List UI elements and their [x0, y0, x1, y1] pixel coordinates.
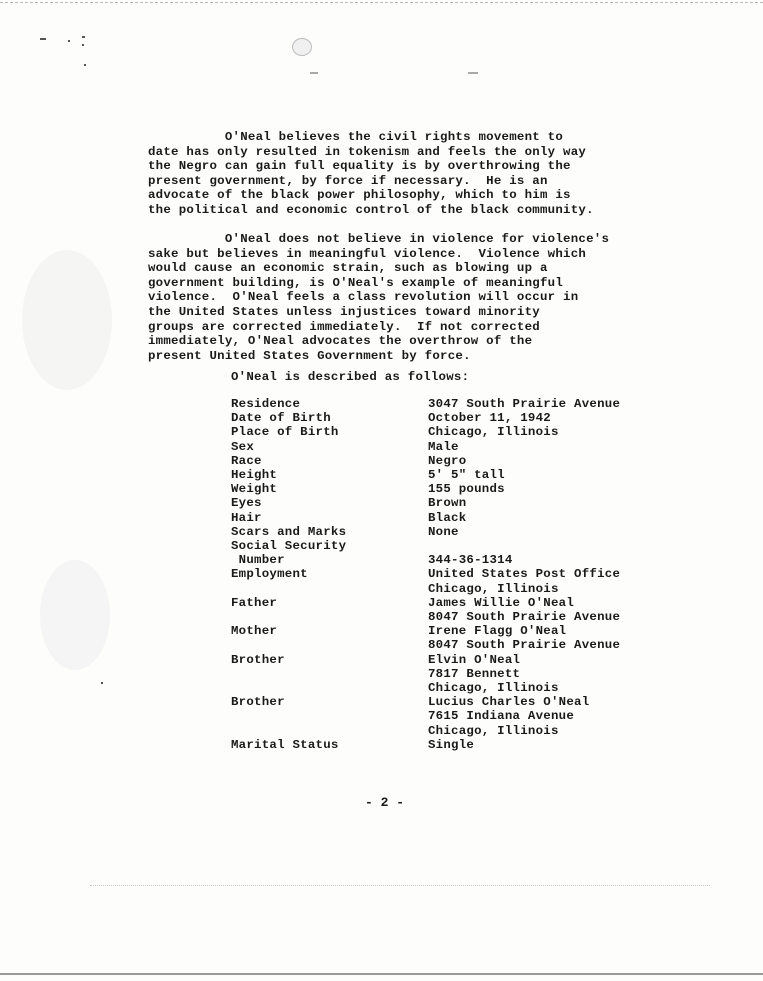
- description-value-line: Male: [428, 439, 459, 454]
- description-value-line: Chicago, Illinois: [428, 581, 559, 596]
- description-intro: O'Neal is described as follows:: [231, 370, 470, 384]
- description-value: [428, 567, 671, 595]
- description-value-line: Chicago, Illinois: [428, 723, 559, 738]
- description-label: Height: [231, 468, 278, 483]
- description-label: Date of Birth: [231, 411, 331, 426]
- description-value-line: 7615 Indiana Avenue: [428, 709, 575, 724]
- description-value: [428, 482, 671, 496]
- description-row: [231, 397, 671, 411]
- description-value-line: 7817 Bennett: [428, 666, 521, 681]
- description-value-line: Lucius Charles O'Neal: [428, 695, 590, 710]
- bottom-dotted-line: [90, 885, 710, 886]
- description-value: [428, 653, 671, 696]
- description-row: [231, 653, 671, 696]
- description-row: [231, 624, 671, 652]
- description-value-line: None: [428, 524, 459, 539]
- top-edge-border: [0, 2, 763, 3]
- description-value: [428, 738, 671, 752]
- description-value: [428, 511, 671, 525]
- description-value: [428, 468, 671, 482]
- description-label: Brother: [231, 652, 285, 667]
- description-value: [428, 425, 671, 439]
- description-row: [231, 539, 671, 567]
- scan-speck: [68, 40, 70, 42]
- description-value-line: 8047 South Prairie Avenue: [428, 610, 621, 625]
- description-value-line: Chicago, Illinois: [428, 681, 559, 696]
- description-label: Brother: [231, 695, 285, 710]
- description-value: [428, 411, 671, 425]
- description-row: [231, 440, 671, 454]
- description-row: [231, 425, 671, 439]
- description-value-line: 3047 South Prairie Avenue: [428, 397, 621, 411]
- description-row: [231, 468, 671, 482]
- description-label: Sex: [231, 439, 255, 454]
- scan-smudge: [22, 250, 112, 390]
- scan-smudge: [40, 560, 110, 670]
- description-label: Weight: [231, 482, 278, 497]
- description-value: [428, 525, 671, 539]
- description-row: [231, 695, 671, 738]
- description-label: Marital Status: [231, 737, 339, 752]
- description-value-line: 5' 5" tall: [428, 468, 505, 483]
- scan-speck: [82, 44, 84, 46]
- scan-speck: [84, 64, 86, 66]
- binder-hole-mark: [292, 38, 312, 56]
- description-row: [231, 411, 671, 425]
- description-value-line: 8047 South Prairie Avenue: [428, 638, 621, 653]
- description-label: Father: [231, 595, 278, 610]
- description-row: [231, 496, 671, 510]
- description-label: Place of Birth: [231, 425, 339, 440]
- description-value-line: United States Post Office: [428, 567, 621, 582]
- description-row: [231, 482, 671, 496]
- description-label: Social Security Number: [231, 539, 347, 568]
- description-label: Mother: [231, 624, 278, 639]
- description-value-line: 344-36-1314: [428, 553, 513, 568]
- scan-speck: [40, 38, 46, 40]
- scan-speck: [101, 682, 103, 684]
- description-value: [428, 397, 671, 411]
- description-value: [428, 624, 671, 652]
- scan-speck: [468, 72, 478, 74]
- description-value-line: Black: [428, 510, 467, 525]
- description-value: [428, 539, 671, 567]
- description-label: Hair: [231, 510, 262, 525]
- page-number: - 2 -: [365, 795, 405, 810]
- description-value-line: Negro: [428, 453, 467, 468]
- description-label: Eyes: [231, 496, 262, 511]
- bottom-edge-border: [0, 973, 763, 975]
- description-label: Race: [231, 453, 262, 468]
- description-value: [428, 454, 671, 468]
- description-row: [231, 454, 671, 468]
- description-value: [428, 695, 671, 738]
- description-value-line: [428, 539, 671, 553]
- scan-speck: [310, 72, 318, 74]
- description-value-line: Brown: [428, 496, 467, 511]
- description-value-line: James Willie O'Neal: [428, 595, 575, 610]
- description-row: [231, 596, 671, 624]
- description-label: Scars and Marks: [231, 524, 347, 539]
- paragraph-civil-rights: O'Neal believes the civil rights movement to date has only resulted in tokenism and feels the only way the Negro can gain full equality is by overthrowing the present government, by force if necessary. He is an advocate of the black power philosophy, which to him is the political and economic control of the black community.: [148, 130, 594, 217]
- description-row: [231, 525, 671, 539]
- description-row: [231, 567, 671, 595]
- scan-speck: [82, 36, 85, 38]
- description-value: [428, 596, 671, 624]
- description-value-line: Irene Flagg O'Neal: [428, 624, 567, 639]
- description-value: [428, 496, 671, 510]
- description-label: Residence: [231, 397, 301, 411]
- description-value-line: Single: [428, 737, 475, 752]
- description-value-line: October 11, 1942: [428, 411, 551, 426]
- description-list: [231, 397, 671, 752]
- description-value-line: 155 pounds: [428, 482, 505, 497]
- description-value: [428, 440, 671, 454]
- description-value-line: Chicago, Illinois: [428, 425, 559, 440]
- description-value-line: Elvin O'Neal: [428, 652, 521, 667]
- paragraph-violence: O'Neal does not believe in violence for violence's sake but believes in meaningful violence. Violence which would cause an economic strain, such as blowing up a government building, is O'Neal's example of meaningful violence. O'Neal feels a class revolution will occur in the United States unless injustices toward minority groups are corrected immediately. If not corrected immediately, O'Neal advocates the overthrow of the present United States Government by force.: [148, 232, 610, 363]
- description-row: [231, 738, 671, 752]
- description-label: Employment: [231, 567, 308, 582]
- description-row: [231, 511, 671, 525]
